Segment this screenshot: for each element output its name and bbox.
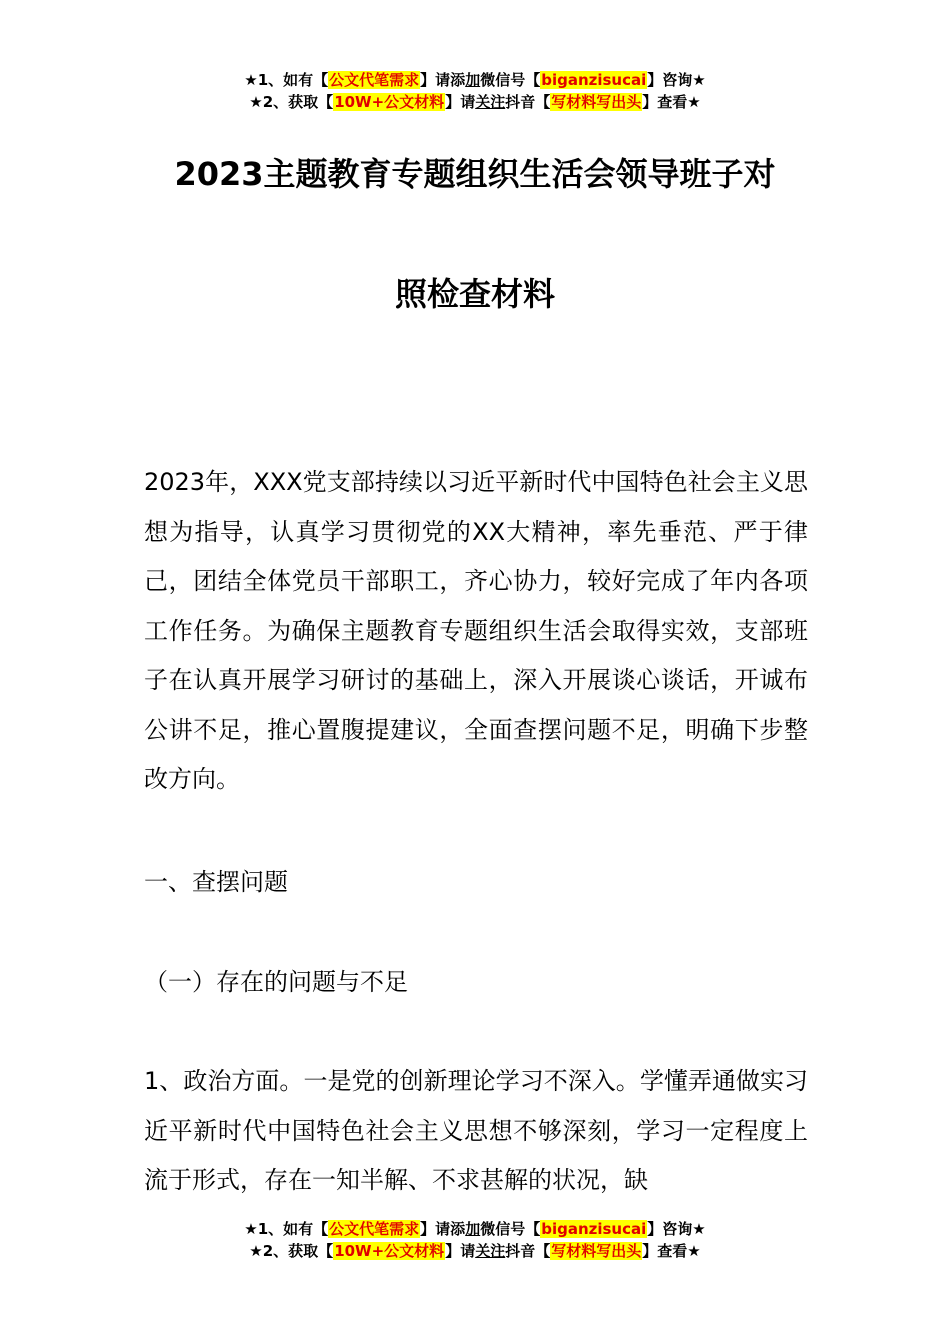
promo-text: 】请添	[420, 71, 466, 89]
promo-text: ★2、获取【	[249, 93, 334, 111]
promo-text: 抖音【	[505, 1242, 551, 1260]
promo-underlined: 关注	[475, 1242, 506, 1260]
promo-banner-top	[0, 69, 950, 113]
promo-highlight-wechat: biganzisucai	[541, 1220, 647, 1238]
promo-text: 】请	[445, 93, 476, 111]
promo-underlined: 加	[465, 1220, 481, 1238]
promo-underlined: 关注	[475, 93, 506, 111]
promo-line-2	[0, 91, 950, 113]
subsection-heading: （一）存在的问题与不足	[144, 968, 408, 996]
promo-text: 】请	[445, 1242, 476, 1260]
section-heading: 一、查摆问题	[144, 868, 288, 896]
promo-highlight-douyin: 写材料写出头	[551, 93, 642, 111]
promo-text: 微信号【	[480, 1220, 541, 1238]
promo-line-1	[0, 69, 950, 91]
item-paragraph: 1、政治方面。一是党的创新理论学习不深入。学懂弄通做实习近平新时代中国特色社会主义思想不够深刻，学习一定程度上流于形式，存在一知半解、不求甚解的状况，缺	[144, 1067, 808, 1194]
promo-text: 】请添	[420, 1220, 466, 1238]
promo-underlined: 加	[465, 71, 481, 89]
promo-highlight: 10W+公文材料	[334, 93, 445, 111]
promo-highlight: 公文代笔需求	[329, 71, 420, 89]
promo-highlight: 10W+公文材料	[334, 1242, 445, 1260]
promo-text: 抖音【	[505, 93, 551, 111]
promo-text: ★2、获取【	[249, 1242, 334, 1260]
document-title-line-2: 照检查材料	[394, 275, 555, 313]
intro-paragraph: 2023年，XXX党支部持续以习近平新时代中国特色社会主义思想为指导，认真学习贯彻党的XX大精神，率先垂范、严于律己，团结全体党员干部职工，齐心协力，较好完成了年内各项工作任务。为确保主题教育专题组织生活会取得实效，支部班子在认真开展学习研讨的基础上，深入开展谈心谈话，开诚布公讲不足，推心置腹提建议，全面查摆问题不足，明确下步整改方向。	[144, 468, 808, 793]
promo-banner-bottom	[0, 1218, 950, 1262]
promo-text: ★1、如有【	[244, 1220, 329, 1238]
promo-text: 】查看★	[642, 1242, 701, 1260]
promo-highlight-douyin: 写材料写出头	[551, 1242, 642, 1260]
promo-text: ★1、如有【	[244, 71, 329, 89]
promo-highlight-wechat: biganzisucai	[541, 71, 647, 89]
document-title-line-1: 2023主题教育专题组织生活会领导班子对	[174, 155, 776, 193]
promo-text: 】咨询★	[647, 71, 706, 89]
promo-line-2	[0, 1240, 950, 1262]
promo-highlight: 公文代笔需求	[329, 1220, 420, 1238]
promo-text: 】咨询★	[647, 1220, 706, 1238]
promo-text: 】查看★	[642, 93, 701, 111]
promo-text: 微信号【	[480, 71, 541, 89]
promo-line-1	[0, 1218, 950, 1240]
